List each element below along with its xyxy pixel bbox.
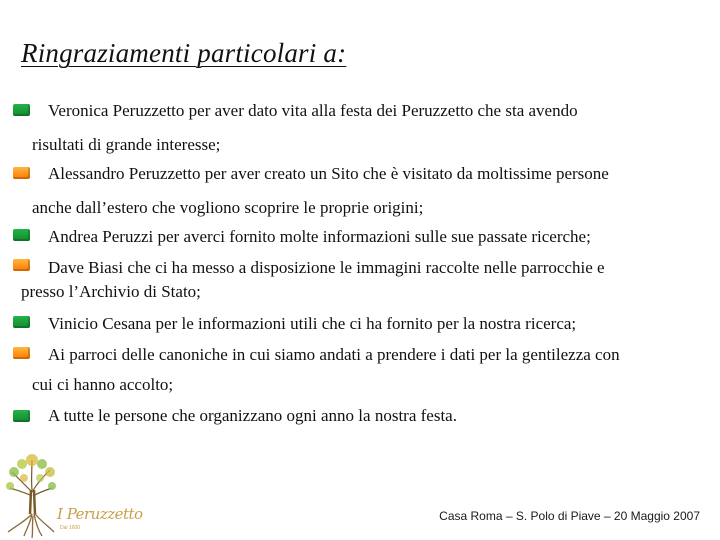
- item-line-continued: cui ci hanno accolto;: [32, 375, 174, 394]
- item-line-continued: risultati di grande interesse;: [32, 135, 221, 154]
- green-square-bullet-icon: [13, 229, 30, 241]
- green-square-bullet-icon: [13, 316, 30, 328]
- green-square-bullet-icon: [13, 104, 30, 116]
- item-line: A tutte le persone che organizzano ogni anno la nostra festa.: [48, 406, 457, 425]
- item-line: Andrea Peruzzi per averci fornito molte informazioni sulle sue passate ricerche;: [48, 227, 591, 246]
- logo-wordmark: I Peruzzetto: [57, 505, 143, 523]
- tree-icon: [6, 454, 56, 538]
- item-line: Dave Biasi che ci ha messo a disposizione le immagini raccolte nelle parrocchie e: [48, 258, 605, 277]
- orange-square-bullet-icon: [13, 347, 30, 359]
- item-line-continued: presso l’Archivio di Stato;: [21, 282, 201, 301]
- slide-title: Ringraziamenti particolari a:: [21, 38, 347, 68]
- orange-square-bullet-icon: [13, 167, 30, 179]
- item-line: Vinicio Cesana per le informazioni utili che ci ha fornito per la nostra ricerca;: [48, 314, 577, 333]
- slide-footer: Casa Roma – S. Polo di Piave – 20 Maggio 2007: [439, 509, 700, 523]
- orange-square-bullet-icon: [13, 259, 30, 271]
- item-line-continued: anche dall’estero che vogliono scoprire le proprie origini;: [32, 198, 424, 217]
- green-square-bullet-icon: [13, 410, 30, 422]
- logo-subtext: Dal 1600: [60, 525, 81, 531]
- item-line: Veronica Peruzzetto per aver dato vita alla festa dei Peruzzetto che sta avendo: [48, 101, 578, 120]
- item-line: Alessandro Peruzzetto per aver creato un Sito che è visitato da moltissime persone: [48, 164, 609, 183]
- item-line: Ai parroci delle canoniche in cui siamo andati a prendere i dati per la gentilezza con: [48, 345, 620, 364]
